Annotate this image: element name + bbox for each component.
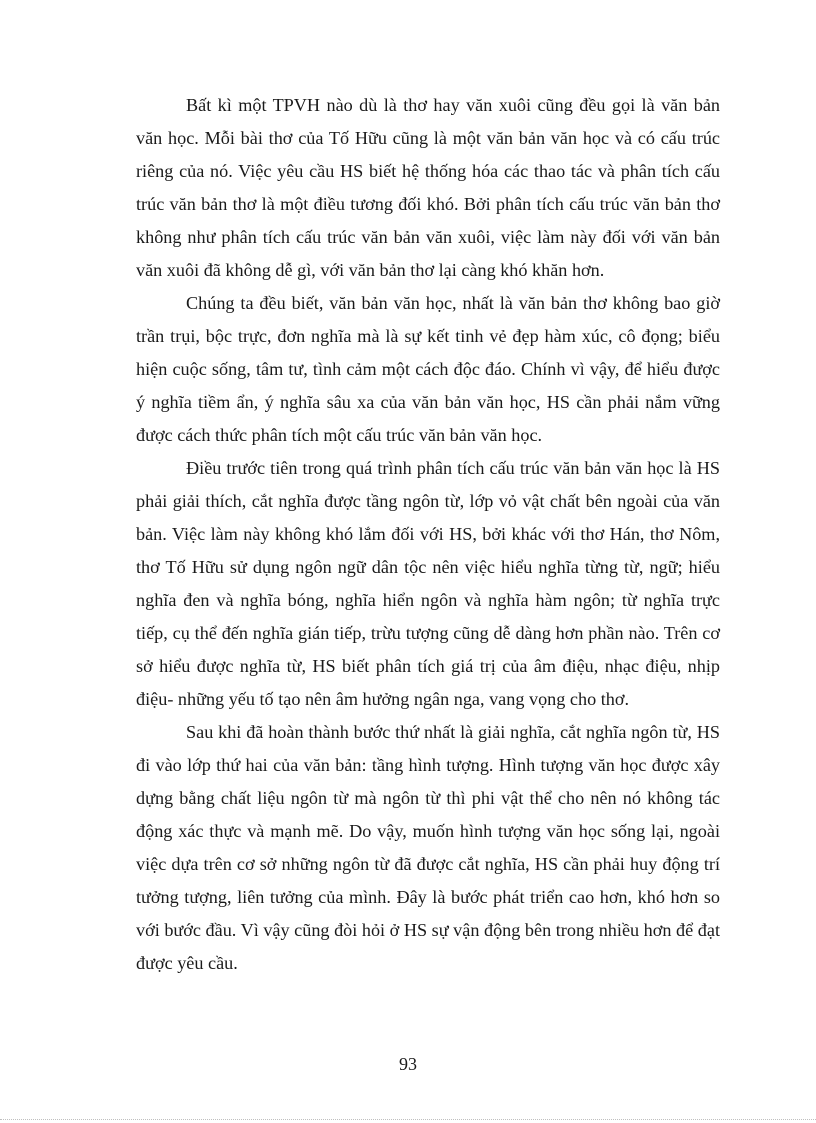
body-text [136,89,720,980]
paragraph-4: Sau khi đã hoàn thành bước thứ nhất là giải nghĩa, cắt nghĩa ngôn từ, HS đi vào lớp thứ hai của văn bản: tầng hình tượng. Hình tượng văn học được xây dựng bằng chất liệu ngôn từ mà ngôn từ thì phi vật thể cho nên nó không tác động xác thực và mạnh mẽ. Do vậy, muốn hình tượng văn học sống lại, ngoài việc dựa trên cơ sở những ngôn từ đã được cắt nghĩa, HS cần phải huy động trí tưởng tượng, liên tưởng của mình. Đây là bước phát triển cao hơn, khó hơn so với bước đầu. Vì vậy cũng đòi hỏi ở HS sự vận động bên trong nhiều hơn để đạt được yêu cầu. [136,722,720,973]
paragraph-1: Bất kì một TPVH nào dù là thơ hay văn xuôi cũng đều gọi là văn bản văn học. Mỗi bài thơ của Tố Hữu cũng là một văn bản văn học và có cấu trúc riêng của nó. Việc yêu cầu HS biết hệ thống hóa các thao tác và phân tích cấu trúc văn bản thơ là một điều tương đối khó. Bởi phân tích cấu trúc văn bản thơ không như phân tích cấu trúc văn bản văn xuôi, việc làm này đối với văn bản văn xuôi đã không dễ gì, với văn bản thơ lại càng khó khăn hơn. [136,95,720,280]
page-number: 93 [399,1054,417,1074]
paragraph-2: Chúng ta đều biết, văn bản văn học, nhất là văn bản thơ không bao giờ trần trụi, bộc trực, đơn nghĩa mà là sự kết tinh vẻ đẹp hàm xúc, cô đọng; biểu hiện cuộc sống, tâm tư, tình cảm một cách độc đáo. Chính vì vậy, để hiểu được ý nghĩa tiềm ẩn, ý nghĩa sâu xa của văn bản văn học, HS cần phải nắm vững được cách thức phân tích một cấu trúc văn bản văn học. [136,293,720,445]
paragraph-3: Điều trước tiên trong quá trình phân tích cấu trúc văn bản văn học là HS phải giải thích, cắt nghĩa được tầng ngôn từ, lớp vỏ vật chất bên ngoài của văn bản. Việc làm này không khó lắm đối với HS, bởi khác với thơ Hán, thơ Nôm, thơ Tố Hữu sử dụng ngôn ngữ dân tộc nên việc hiểu nghĩa từng từ, ngữ; hiểu nghĩa đen và nghĩa bóng, nghĩa hiển ngôn và nghĩa hàm ngôn; từ nghĩa trực tiếp, cụ thể đến nghĩa gián tiếp, trừu tượng cũng dễ dàng hơn phần nào. Trên cơ sở hiểu được nghĩa từ, HS biết phân tích giá trị của âm điệu, nhạc điệu, nhịp điệu- những yếu tố tạo nên âm hưởng ngân nga, vang vọng cho thơ. [136,458,720,709]
page-bottom-divider [0,1119,816,1120]
